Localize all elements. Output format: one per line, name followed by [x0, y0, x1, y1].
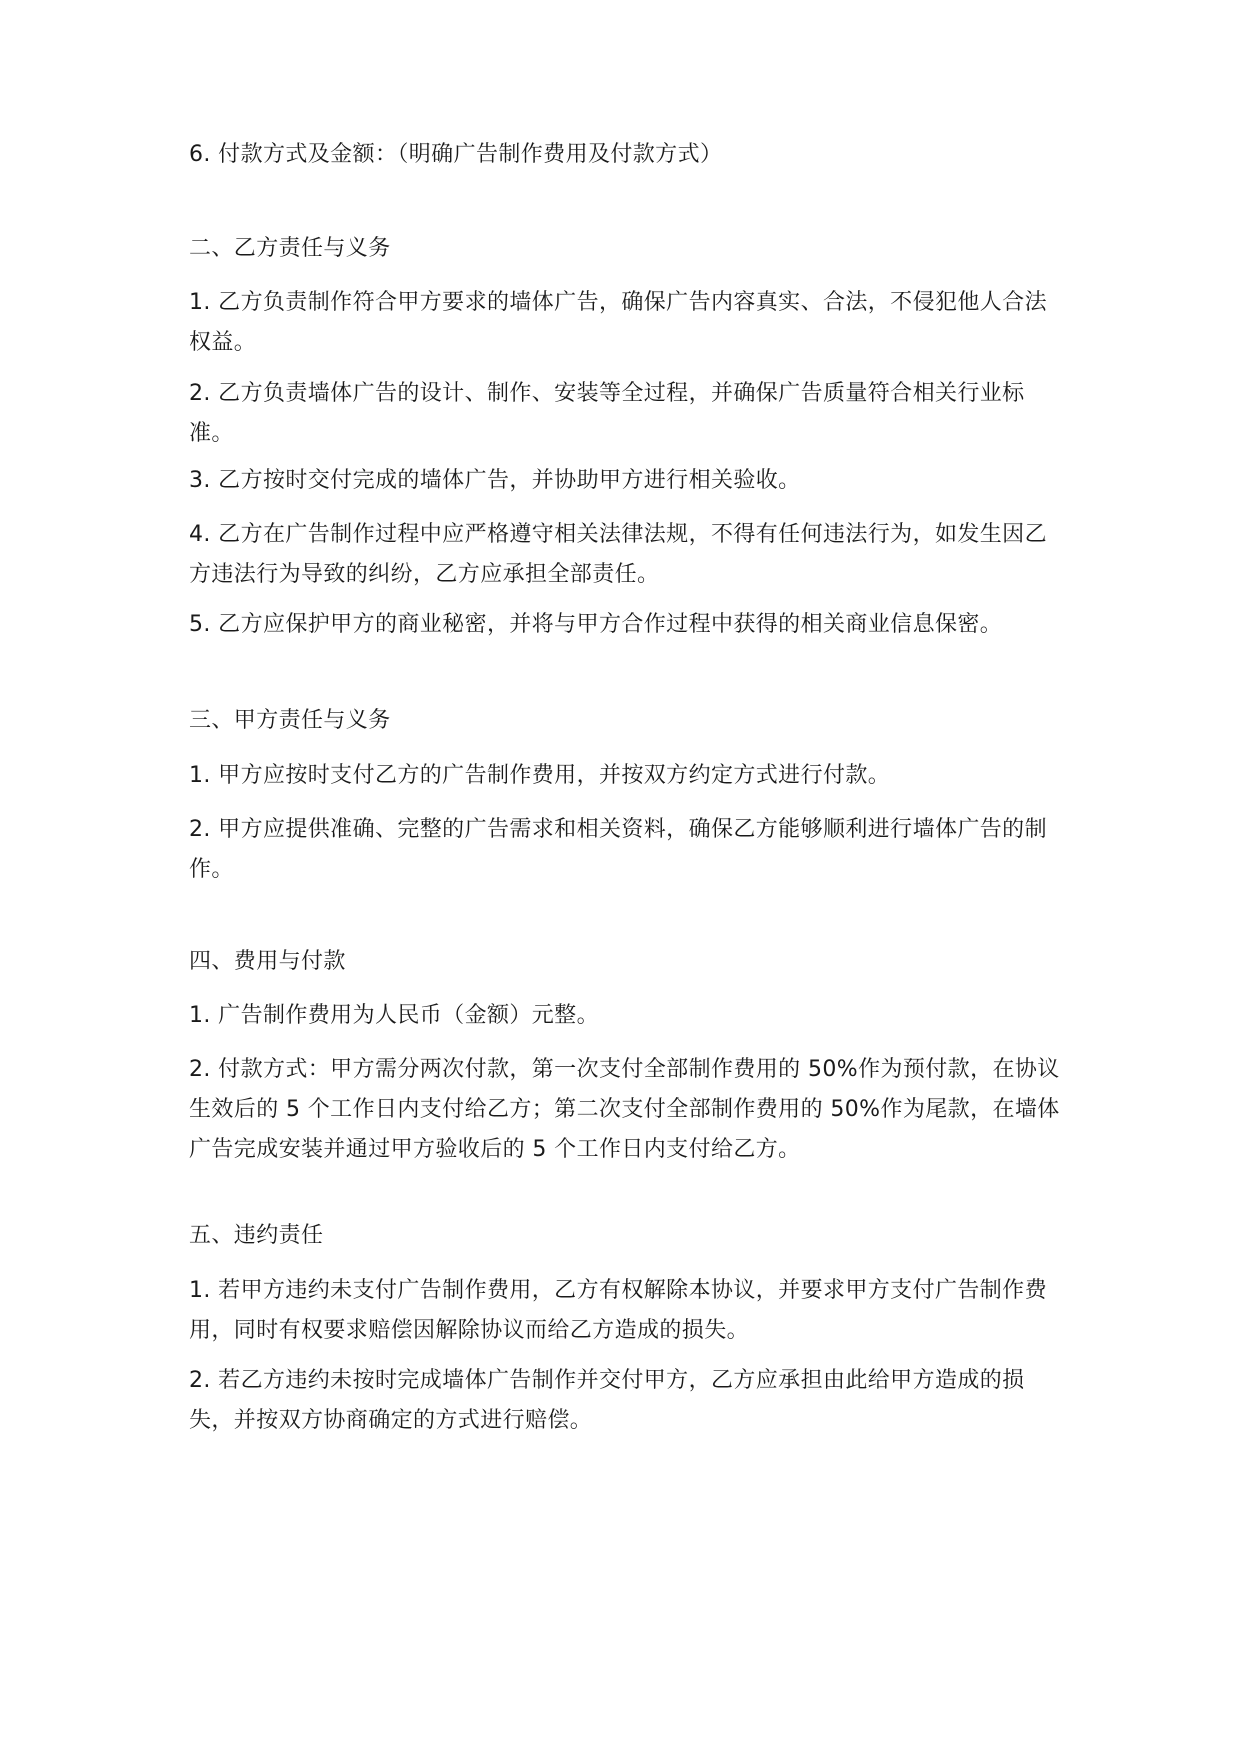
section-2-item-3: 3. 乙方按时交付完成的墙体广告，并协助甲方进行相关验收。: [189, 468, 801, 493]
section-2-item-5: 5. 乙方应保护甲方的商业秘密，并将与甲方合作过程中获得的相关商业信息保密。: [189, 612, 1003, 637]
item-6-payment-method: 6. 付款方式及金额：（明确广告制作费用及付款方式）: [189, 142, 723, 167]
section-2-heading: 二、乙方责任与义务: [189, 236, 391, 261]
section-5-heading: 五、违约责任: [189, 1223, 324, 1248]
section-3-item-1: 1. 甲方应按时支付乙方的广告制作费用，并按双方约定方式进行付款。: [189, 763, 891, 788]
section-3-heading: 三、甲方责任与义务: [189, 708, 391, 733]
section-5-item-2: 2. 若乙方违约未按时完成墙体广告制作并交付甲方，乙方应承担由此给甲方造成的损失，并按双方协商确定的方式进行赔偿。: [189, 1368, 1025, 1433]
section-2-item-4: 4. 乙方在广告制作过程中应严格遵守相关法律法规，不得有任何违法行为，如发生因乙方违法行为导致的纠纷，乙方应承担全部责任。: [189, 522, 1047, 587]
section-2-item-2: 2. 乙方负责墙体广告的设计、制作、安装等全过程，并确保广告质量符合相关行业标准。: [189, 381, 1025, 446]
section-4-item-2: 2. 付款方式：甲方需分两次付款，第一次支付全部制作费用的 50%作为预付款，在协议生效后的 5 个工作日内支付给乙方；第二次支付全部制作费用的 50%作为尾款，在墙体广告完成安装并通过甲方验收后的 5 个工作日内支付给乙方。: [189, 1057, 1060, 1162]
section-3-item-2: 2. 甲方应提供准确、完整的广告需求和相关资料，确保乙方能够顺利进行墙体广告的制作。: [189, 817, 1047, 882]
section-4-heading: 四、费用与付款: [189, 949, 346, 974]
section-2-item-1: 1. 乙方负责制作符合甲方要求的墙体广告，确保广告内容真实、合法，不侵犯他人合法权益。: [189, 290, 1047, 355]
section-4-item-1: 1. 广告制作费用为人民币（金额）元整。: [189, 1003, 599, 1028]
section-5-item-1: 1. 若甲方违约未支付广告制作费用，乙方有权解除本协议，并要求甲方支付广告制作费用，同时有权要求赔偿因解除协议而给乙方造成的损失。: [189, 1278, 1047, 1343]
